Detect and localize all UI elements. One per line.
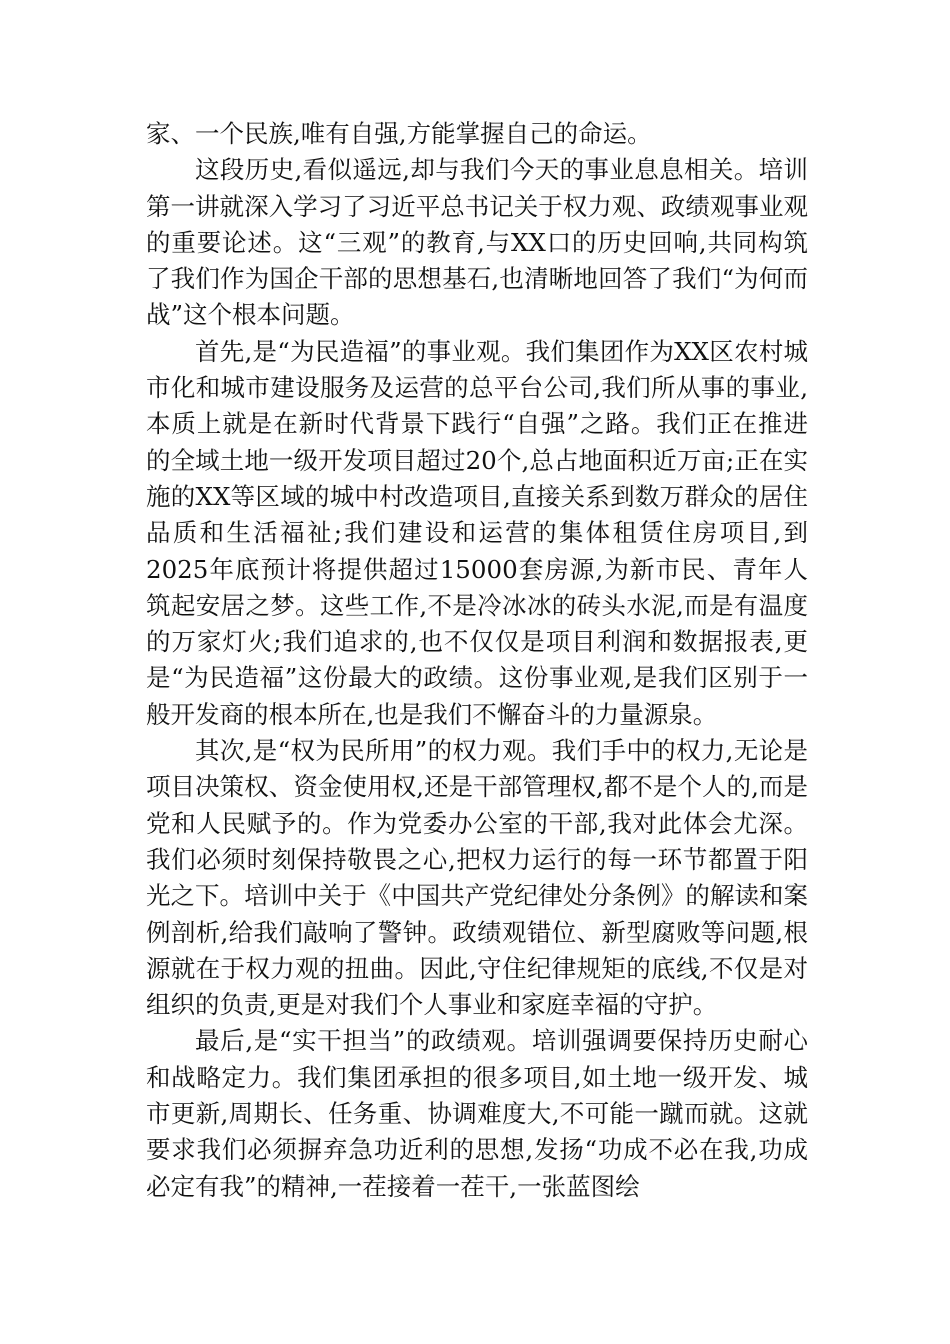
document-body bbox=[146, 116, 808, 1205]
paragraph-continuation: 家、一个民族,唯有自强,方能掌握自己的命运。 bbox=[146, 119, 652, 148]
paragraph-history-connection: 这段历史,看似遥远,却与我们今天的事业息息相关。培训第一讲就深入学习了习近平总书记关于权力观、政绩观事业观的重要论述。这“三观”的教育,与XX口的历史回响,共同构筑了我们作为国企干部的思想基石,也清晰地回答了我们“为何而战”这个根本问题。 bbox=[146, 155, 808, 330]
paragraph-achievement-view: 最后,是“实干担当”的政绩观。培训强调要保持历史耐心和战略定力。我们集团承担的很多项目,如土地一级开发、城市更新,周期长、任务重、协调难度大,不可能一蹴而就。这就要求我们必须摒弃急功近利的思想,发扬“功成不必在我,功成必定有我”的精神,一茬接着一茬干,一张蓝图绘 bbox=[146, 1026, 808, 1201]
paragraph-career-view: 首先,是“为民造福”的事业观。我们集团作为XX区农村城市化和城市建设服务及运营的总平台公司,我们所从事的事业,本质上就是在新时代背景下践行“自强”之路。我们正在推进的全域土地一级开发项目超过20个,总占地面积近万亩;正在实施的XX等区域的城中村改造项目,直接关系到数万群众的居住品质和生活福祉;我们建设和运营的集体租赁住房项目,到2025年底预计将提供超过15000套房源,为新市民、青年人筑起安居之梦。这些工作,不是冷冰冰的砖头水泥,而是有温度的万家灯火;我们追求的,也不仅仅是项目利润和数据报表,更是“为民造福”这份最大的政绩。这份事业观,是我们区别于一般开发商的根本所在,也是我们不懈奋斗的力量源泉。 bbox=[146, 336, 808, 729]
paragraph-power-view: 其次,是“权为民所用”的权力观。我们手中的权力,无论是项目决策权、资金使用权,还是干部管理权,都不是个人的,而是党和人民赋予的。作为党委办公室的干部,我对此体会尤深。我们必须时刻保持敬畏之心,把权力运行的每一环节都置于阳光之下。培训中关于《中国共产党纪律处分条例》的解读和案例剖析,给我们敲响了警钟。政绩观错位、新型腐败等问题,根源就在于权力观的扭曲。因此,守住纪律规矩的底线,不仅是对组织的负责,更是对我们个人事业和家庭幸福的守护。 bbox=[146, 736, 808, 1020]
